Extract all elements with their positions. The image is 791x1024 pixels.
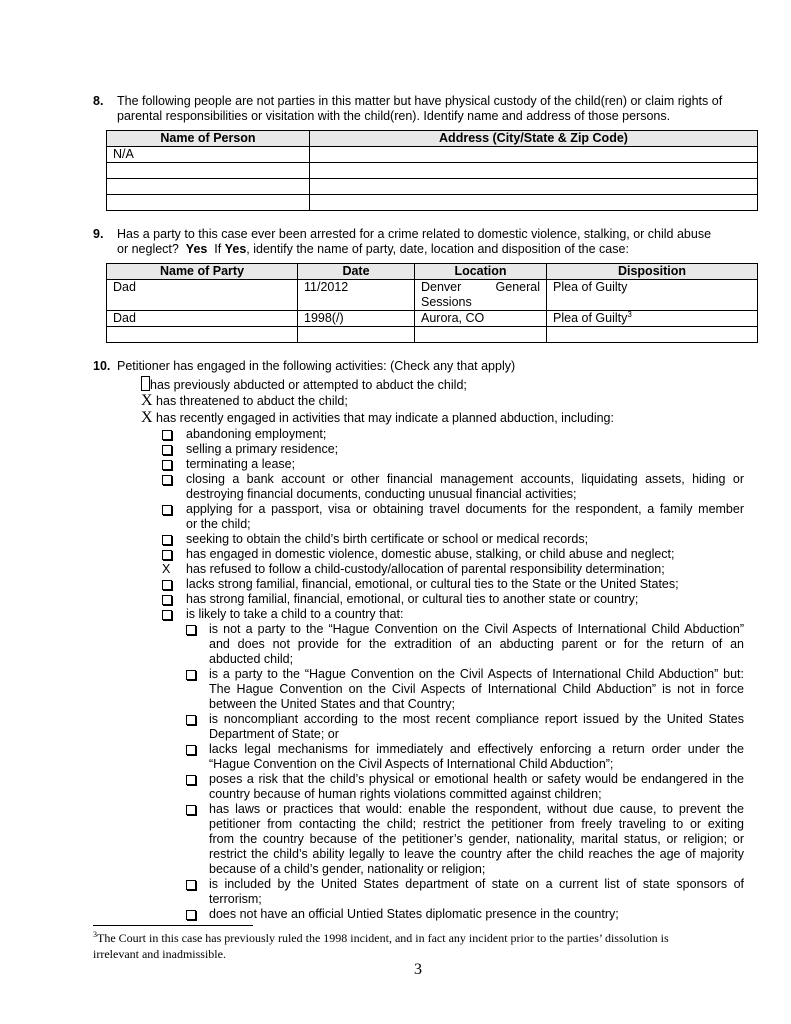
activity-item [162, 532, 744, 547]
table-cell: N/A [107, 147, 310, 163]
text-line: does not have an official Untied States diplomatic presence in the country; [209, 907, 619, 921]
table-cell [107, 179, 310, 195]
activity-text [186, 427, 744, 442]
location-cell [415, 280, 547, 311]
location-word-1: Denver [421, 280, 462, 294]
criteria-text [209, 712, 744, 742]
col-header-name-of-party: Name of Party [107, 264, 298, 280]
text-line: selling a primary residence; [186, 442, 339, 456]
table-row [107, 163, 758, 179]
criteria-text [209, 742, 744, 772]
text-line: is not a party to the “Hague Convention on the Civil Aspects of International Child Abduction” [209, 622, 744, 636]
activity-text [186, 532, 744, 547]
activity-text [186, 547, 744, 562]
text-line: between the United States and that Country; [209, 697, 455, 711]
country-criteria-item [186, 802, 744, 877]
text-line: is noncompliant according to the most recent compliance report issued by the United States [209, 712, 744, 726]
text-line: Department of State; or [209, 727, 339, 741]
country-criteria-item [186, 622, 744, 667]
activity-text [186, 442, 744, 457]
checkbox-icon [162, 502, 176, 519]
country-criteria-item [186, 712, 744, 742]
text-line: applying for a passport, visa or obtaining travel documents for the respondent, a family member [186, 502, 744, 516]
disposition-cell [547, 327, 758, 343]
yes-answer: Yes [185, 242, 208, 256]
party-cell: Dad [107, 280, 298, 311]
section-8-line-2: parental responsibilities or visitation with the child(ren). Identify name and address of those persons. [117, 109, 671, 123]
checkbox-icon [186, 667, 200, 684]
text-line: The Hague Convention on the Civil Aspects of International Child Abduction” is not in force [209, 682, 744, 696]
activity-text [186, 592, 744, 607]
text-line: poses a risk that the child’s physical or emotional health or safety would be endangered in the [209, 772, 744, 786]
checkbox-icon [186, 712, 200, 729]
checkbox-icon [186, 772, 200, 789]
option-text: has previously abducted or attempted to abduct the child; [150, 378, 467, 392]
page-number: 3 [414, 961, 422, 978]
footnote [93, 930, 743, 962]
table-row [107, 327, 758, 343]
activity-item [162, 472, 744, 502]
criteria-text [209, 877, 744, 907]
col-header-disposition: Disposition [547, 264, 758, 280]
date-cell [298, 327, 415, 343]
table-cell [310, 179, 758, 195]
activity-item [162, 577, 744, 592]
activity-text [186, 502, 744, 532]
text-line: abandoning employment; [186, 427, 327, 441]
activity-item [162, 427, 744, 442]
activity-item [162, 592, 744, 607]
criteria-text [209, 622, 744, 667]
empty-checkbox-marker [141, 376, 150, 391]
col-header-address: Address (City/State & Zip Code) [310, 131, 758, 147]
arrest-table [106, 263, 758, 343]
text-line: or the child; [186, 517, 251, 531]
country-criteria-item [186, 772, 744, 802]
country-criteria-item [186, 877, 744, 907]
footnote-separator [93, 925, 253, 926]
footnote-line-1 [93, 930, 743, 946]
checked-x-mark: X [141, 392, 153, 409]
section-9-number: 9. [93, 227, 104, 241]
criteria-text [209, 667, 744, 712]
activity-text [186, 562, 744, 577]
location-line-1 [421, 280, 540, 295]
disposition-cell: Plea of Guilty [547, 280, 758, 311]
section-9-line-1: Has a party to this case ever been arrested for a crime related to domestic violence, stalking, or child abuse [117, 227, 712, 241]
checkbox-icon [186, 802, 200, 819]
activity-text [186, 457, 744, 472]
section-9-line-2 [117, 242, 747, 257]
col-header-location: Location [415, 264, 547, 280]
checkbox-icon [162, 472, 176, 489]
text-line: is likely to take a child to a country that: [186, 607, 404, 621]
activity-item [162, 562, 744, 577]
section-9-text [117, 227, 747, 257]
activity-item [162, 457, 744, 472]
section-8-line-1: The following people are not parties in this matter but have physical custody of the child(ren) or claim rights of [117, 94, 723, 108]
line-2-part-b: If [207, 242, 225, 256]
activity-item [162, 547, 744, 562]
table-row [107, 179, 758, 195]
country-criteria-item [186, 907, 744, 922]
table-row [107, 195, 758, 211]
text-line: has refused to follow a child-custody/allocation of parental responsibility determination; [186, 562, 665, 576]
text-line: has laws or practices that would: enable the respondent, without due cause, to prevent the [209, 802, 744, 816]
activity-item [162, 607, 744, 622]
text-line: terminating a lease; [186, 457, 296, 471]
line-2-part-a: or neglect? [117, 242, 186, 256]
text-line: country because of human rights violations committed against children; [209, 787, 602, 801]
footnote-reference: 3 [627, 309, 632, 319]
text-line: lacks strong familial, financial, emotional, or cultural ties to the State or the United States; [186, 577, 679, 591]
table-row [107, 147, 758, 163]
location-word-2: General [495, 280, 540, 294]
checkbox-icon [186, 907, 200, 924]
line-2-part-c: , identify the name of party, date, location and disposition of the case: [246, 242, 629, 256]
activity-item [162, 442, 744, 457]
date-cell: 11/2012 [298, 280, 415, 311]
table-cell [107, 195, 310, 211]
text-line: from the country because of the petitioner’s gender, nationality, marital status, or religion; or [209, 832, 744, 846]
footnote-line-2: irrelevant and inadmissible. [93, 947, 226, 961]
col-header-name-of-person: Name of Person [107, 131, 310, 147]
table-cell [107, 163, 310, 179]
party-cell [107, 327, 298, 343]
table-cell [310, 195, 758, 211]
country-criteria-item [186, 742, 744, 772]
text-line: “Hague Convention on the Civil Aspects of International Child Abduction”; [209, 757, 614, 771]
text-line: restrict the child’s ability legally to leave the country after the child reaches the age of majority [209, 847, 744, 861]
text-line: petitioner from contacting the child; restrict the petitioner from freely traveling to or exiting [209, 817, 744, 831]
disposition-text: Plea of Guilty [553, 311, 628, 325]
text-line: lacks legal mechanisms for immediately and effectively enforcing a return order under the [209, 742, 744, 756]
section-10-intro: Petitioner has engaged in the following activities: (Check any that apply) [117, 359, 516, 373]
party-cell: Dad [107, 311, 298, 327]
footnote-text-1: The Court in this case has previously ruled the 1998 incident, and in fact any incident prior to the parties’ dissolution is [97, 931, 669, 945]
criteria-text [209, 772, 744, 802]
activity-text [186, 607, 744, 622]
location-cell [415, 327, 547, 343]
text-line: has engaged in domestic violence, domestic abuse, stalking, or child abuse and neglect; [186, 547, 675, 561]
text-line: because of a child’s gender, nationality or religion; [209, 862, 486, 876]
country-criteria-item [186, 667, 744, 712]
checked-x-mark: X [141, 409, 153, 426]
activity-item [162, 502, 744, 532]
date-cell: 1998(/) [298, 311, 415, 327]
text-line: closing a bank account or other financial management accounts, liquidating assets, hiding or [186, 472, 744, 486]
option-text: has threatened to abduct the child; [156, 394, 348, 408]
option-threatened [141, 393, 348, 409]
footnote-number: 3 [93, 930, 97, 939]
text-line: has strong familial, financial, emotional, or cultural ties to another state or country; [186, 592, 639, 606]
yes-label: Yes [224, 242, 247, 256]
disposition-cell [547, 311, 758, 327]
activity-text [186, 472, 744, 502]
text-line: and does not provide for the extradition of an abducting parent or for the return of an [209, 637, 744, 651]
table-row [107, 311, 758, 327]
activity-text [186, 577, 744, 592]
text-line: seeking to obtain the child’s birth certificate or school or medical records; [186, 532, 589, 546]
option-text: has recently engaged in activities that may indicate a planned abduction, including: [156, 411, 614, 425]
section-8-number: 8. [93, 94, 104, 108]
section-8-text [117, 94, 747, 124]
text-line: destroying financial documents, conducting unusual financial activities; [186, 487, 577, 501]
text-line: terrorism; [209, 892, 262, 906]
table-cell [310, 163, 758, 179]
criteria-text [209, 802, 744, 877]
option-previously-abducted [141, 376, 467, 393]
checkbox-icon [186, 877, 200, 894]
col-header-date: Date [298, 264, 415, 280]
checkbox-icon [186, 622, 200, 639]
table-cell [310, 147, 758, 163]
section-10-number: 10. [93, 359, 111, 373]
option-planned-abduction [141, 410, 614, 426]
text-line: abducted child; [209, 652, 294, 666]
checkbox-icon [186, 742, 200, 759]
location-line-2: Sessions [421, 295, 472, 309]
x-mark: X [162, 562, 171, 576]
table-row [107, 280, 758, 311]
location-cell: Aurora, CO [415, 311, 547, 327]
custody-table [106, 130, 758, 211]
text-line: is a party to the “Hague Convention on the Civil Aspects of International Child Abduction” but: [209, 667, 744, 681]
text-line: is included by the United States department of state on a current list of state sponsors of [209, 877, 744, 891]
checkbox-icon [162, 607, 176, 624]
criteria-text [209, 907, 744, 922]
